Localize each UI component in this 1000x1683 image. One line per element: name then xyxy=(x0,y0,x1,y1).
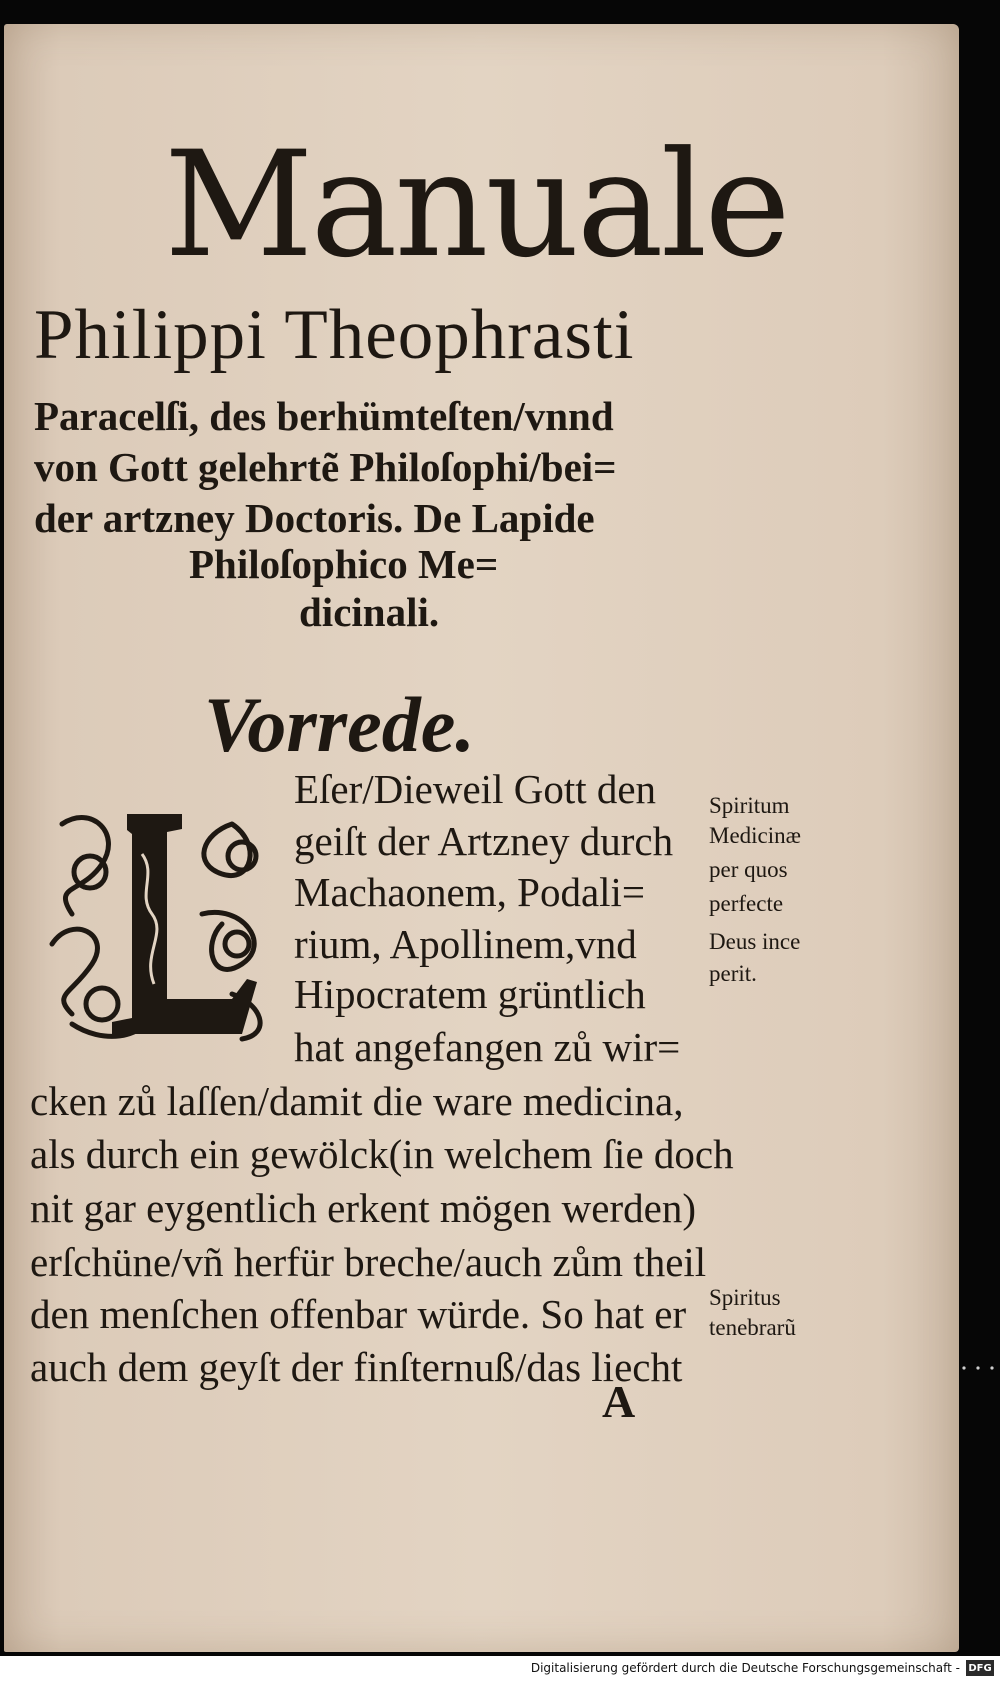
dfg-logo: DFG xyxy=(966,1660,994,1676)
title-block-line: von Gott gelehrtẽ Philoſophi/bei= xyxy=(34,444,617,490)
margin-note-line: Spiritum xyxy=(709,793,790,818)
edge-dots xyxy=(958,1364,998,1372)
signature-mark: A xyxy=(602,1376,636,1427)
margin-note-line: tenebrarũ xyxy=(709,1315,796,1340)
section-heading: Vorrede. xyxy=(204,681,475,768)
margin-note-line: Spiritus xyxy=(709,1285,781,1310)
margin-note-line: perfecte xyxy=(709,891,784,916)
margin-note-line: Medicinæ xyxy=(709,823,801,848)
body-line: hat angefangen zů wir= xyxy=(294,1024,681,1070)
page-subtitle: Philippi Theophrasti xyxy=(34,296,635,374)
body-line: als durch ein gewölck(in welchem ſie doch xyxy=(30,1131,734,1177)
body-line: den menſchen offenbar würde. So hat er xyxy=(30,1291,687,1337)
body-line: Machaonem, Podali= xyxy=(294,869,646,915)
title-block-line: der artzney Doctoris. De Lapide xyxy=(34,495,595,541)
margin-note-line: Deus ince xyxy=(709,929,801,954)
title-block-line: dicinali. xyxy=(299,589,440,635)
body-line: auch dem geyſt der finſternuß/das liecht xyxy=(30,1344,683,1390)
title-block-line: Paracelſi, des berhümteſten/vnnd xyxy=(34,393,614,439)
body-line: nit gar eygentlich erkent mögen werden) xyxy=(30,1185,696,1231)
title-block-line: Philoſophico Me= xyxy=(189,541,499,587)
body-line: cken zů laſſen/damit die ware medicina, xyxy=(30,1078,684,1124)
body-line: erſchüne/vñ herfür breche/auch zům theil xyxy=(30,1239,707,1285)
body-line: Eſer/Dieweil Gott den xyxy=(294,766,657,812)
book-page xyxy=(4,24,959,1652)
body-line: geiſt der Artzney durch xyxy=(294,818,674,864)
decorated-initial xyxy=(32,794,288,1056)
page-title: Manuale xyxy=(164,120,788,290)
body-line: Hipocratem grüntlich xyxy=(294,971,646,1017)
body-line: rium, Apollinem,vnd xyxy=(294,921,637,967)
margin-note-line: perit. xyxy=(709,961,757,986)
footer-credit: Digitalisierung gefördert durch die Deutsche Forschungsgemeinschaft - xyxy=(530,1661,960,1675)
margin-note-line: per quos xyxy=(709,857,788,882)
